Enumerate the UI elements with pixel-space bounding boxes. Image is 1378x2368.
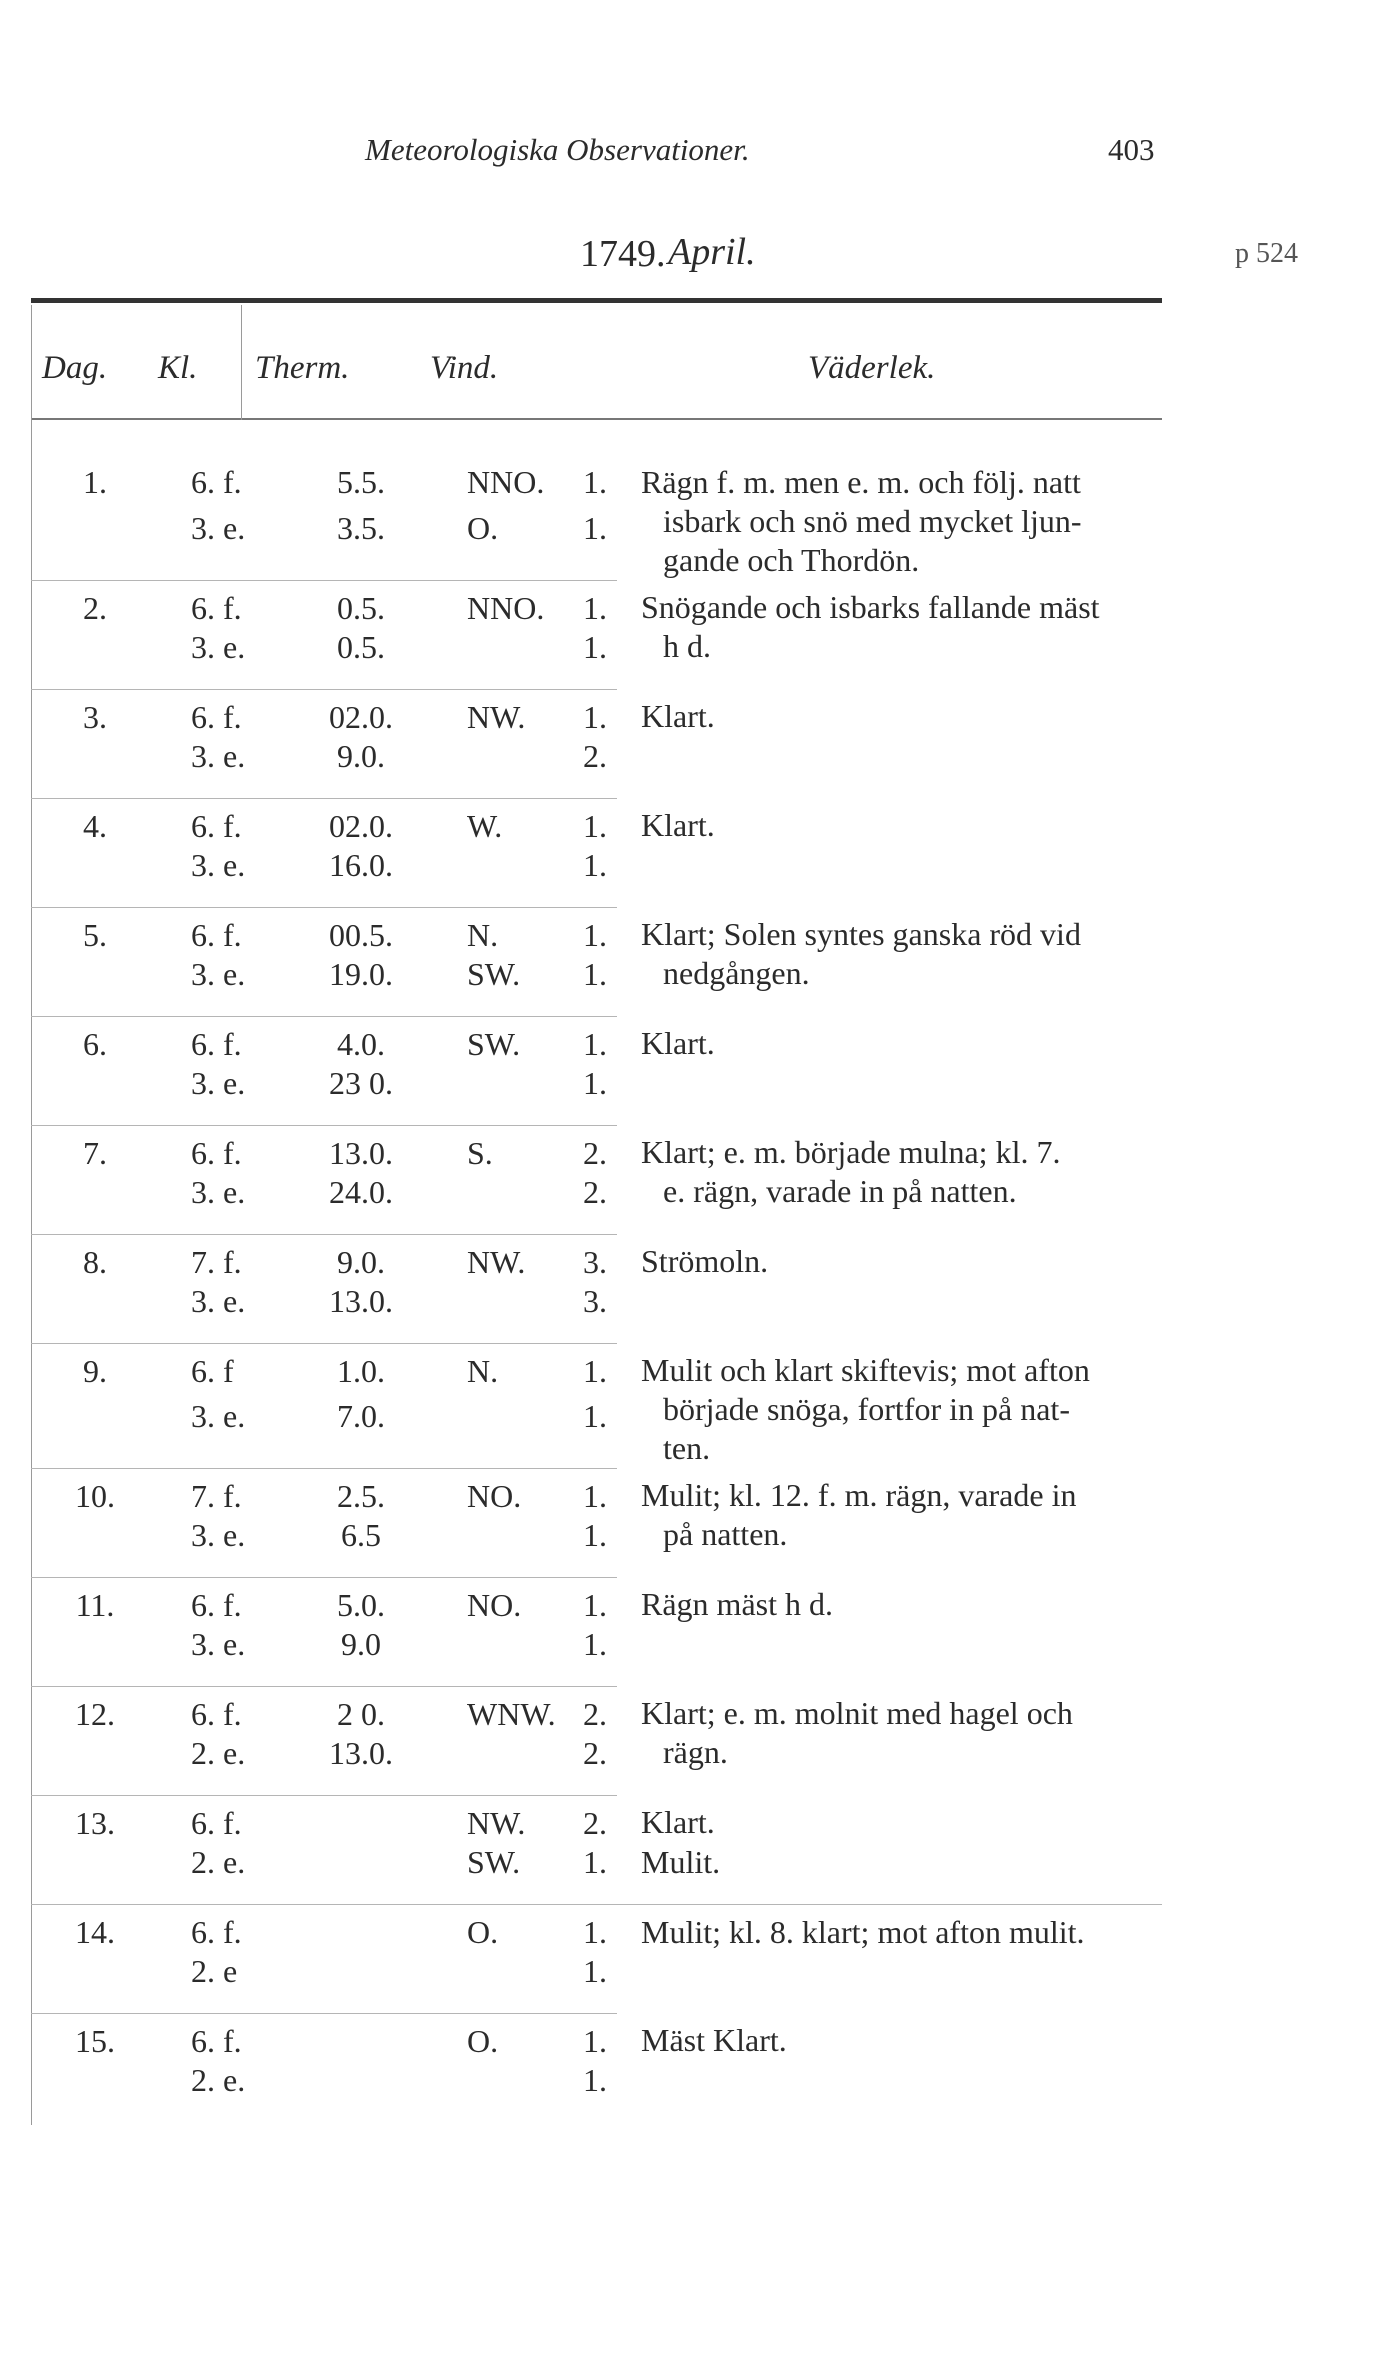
weather-description: [617, 1468, 1162, 1577]
thermometer-reading: [295, 1795, 427, 1843]
observation-time: 3. e.: [159, 1173, 295, 1235]
wind-strength: 1.: [557, 1064, 617, 1126]
weather-line: på natten.: [663, 1516, 788, 1552]
wind-direction: O.: [427, 509, 557, 580]
wind-direction: [427, 1173, 557, 1235]
observation-time: 3. e.: [159, 955, 295, 1017]
day-number: 9.: [83, 1352, 107, 1389]
thermometer-reading: 3.5.: [295, 509, 427, 580]
day-number: 15.: [75, 2022, 115, 2059]
observation-time: 6. f.: [191, 2022, 242, 2059]
wind-direction: NNO.: [467, 589, 545, 626]
observation-time: 3. e.: [159, 1282, 295, 1344]
wind-strength: 2.: [583, 1804, 607, 1841]
observation-time: 3. e.: [159, 1516, 295, 1578]
day-number-empty: [31, 737, 159, 799]
thermometer-reading: 9.0.: [295, 737, 427, 799]
weather-description: [617, 1125, 1162, 1234]
weather-line: ten.: [663, 1430, 711, 1466]
wind-strength: 1.: [583, 1913, 607, 1950]
weather-description: [617, 580, 1162, 689]
weather-line: nedgången.: [663, 955, 810, 991]
thermometer-reading: 16.0.: [295, 846, 427, 908]
observation-table: [31, 455, 1162, 2122]
wind-strength: 1.: [557, 1397, 617, 1468]
thermometer-reading: 19.0.: [295, 955, 427, 1017]
table-row: [31, 1468, 1162, 1516]
table-row: [31, 1843, 1162, 1905]
wind-strength: 3.: [557, 1282, 617, 1344]
month-heading: April.: [668, 231, 756, 273]
weather-description: [617, 1016, 1162, 1125]
table-row: [31, 1795, 1162, 1843]
observation-time: 2. e: [159, 1952, 295, 2014]
weather-line: rägn.: [663, 1734, 728, 1770]
thermometer-reading: 9.0.: [337, 1243, 385, 1280]
wind-strength: 1.: [557, 509, 617, 580]
thermometer-reading: [295, 1843, 427, 1905]
thermometer-reading: [295, 2061, 427, 2122]
table-row: [31, 1125, 1162, 1173]
weather-line: började snöga, fortfor in på nat-: [663, 1391, 1070, 1427]
wind-strength: 1.: [583, 1586, 607, 1623]
day-number-empty: [31, 1516, 159, 1578]
column-divider: [241, 305, 242, 420]
weather-line: e. rägn, varade in på natten.: [663, 1173, 1017, 1209]
weather-line: Rägn mäst h d.: [641, 1586, 833, 1622]
table-row: [31, 798, 1162, 846]
table-row: [31, 455, 1162, 509]
wind-strength: 1.: [583, 1025, 607, 1062]
observation-time: 6. f.: [191, 1586, 242, 1623]
wind-direction: O.: [467, 1913, 499, 1950]
wind-strength: 1.: [583, 1352, 607, 1389]
observation-time: 3. e.: [159, 1397, 295, 1468]
wind-strength: 1.: [583, 807, 607, 844]
day-number-empty: [31, 1064, 159, 1126]
thermometer-reading: 6.5: [295, 1516, 427, 1578]
day-number: 12.: [75, 1695, 115, 1732]
weather-line: Klart.: [641, 807, 715, 843]
observation-time: 3. e.: [159, 509, 295, 580]
column-header-wind: Vind.: [430, 350, 499, 386]
observation-time: 6. f: [191, 1352, 234, 1389]
table-row: [31, 689, 1162, 737]
wind-strength: 2.: [583, 1695, 607, 1732]
thermometer-reading: 5.0.: [337, 1586, 385, 1623]
thermometer-reading: 02.0.: [329, 698, 393, 735]
observation-time: 3. e.: [159, 1064, 295, 1126]
observation-time: 6. f.: [191, 464, 242, 500]
observation-time: 7. f.: [191, 1243, 242, 1280]
wind-strength: 2.: [557, 737, 617, 799]
day-number-empty: [31, 955, 159, 1017]
weather-line: Mulit; kl. 8. klart; mot afton mulit.: [641, 1913, 1085, 1950]
table-row: [31, 1577, 1162, 1625]
thermometer-reading: 2 0.: [337, 1695, 385, 1732]
observation-time: 6. f.: [191, 698, 242, 735]
day-number-empty: [31, 1625, 159, 1687]
wind-direction: [427, 1397, 557, 1468]
wind-direction: SW.: [427, 955, 557, 1017]
weather-line: Strömoln.: [641, 1243, 769, 1279]
thermometer-reading: 2.5.: [337, 1477, 385, 1514]
weather-line: Klart; e. m. började mulna; kl. 7.: [641, 1134, 1061, 1170]
thermometer-reading: 1.0.: [337, 1352, 385, 1389]
observation-time: 6. f.: [191, 1695, 242, 1732]
weather-description: [617, 689, 1162, 798]
wind-strength: 2.: [557, 1734, 617, 1796]
column-header-weather: Väderlek.: [808, 350, 936, 386]
column-header-therm: Therm.: [255, 350, 350, 386]
table-row: [31, 1016, 1162, 1064]
column-header-day: Dag.: [42, 350, 108, 386]
day-number: 3.: [83, 698, 107, 735]
day-number-empty: [31, 1173, 159, 1235]
day-number: 4.: [83, 807, 107, 844]
day-number-empty: [31, 509, 159, 580]
wind-direction: NW.: [467, 1243, 526, 1280]
wind-direction: N.: [467, 1352, 499, 1389]
day-number-empty: [31, 1734, 159, 1796]
weather-description: [617, 2013, 1162, 2122]
thermometer-reading: [295, 2013, 427, 2061]
wind-direction: [427, 1282, 557, 1344]
wind-strength: 2.: [557, 1173, 617, 1235]
day-number: 2.: [83, 589, 107, 626]
column-header-time: Kl.: [158, 350, 198, 386]
wind-direction: [427, 846, 557, 908]
wind-direction: [427, 1734, 557, 1796]
day-number: 10.: [75, 1477, 115, 1514]
day-number: 11.: [75, 1586, 115, 1623]
weather-line: Rägn f. m. men e. m. och följ. natt: [641, 464, 1081, 500]
table-row: [31, 1343, 1162, 1397]
day-number: 14.: [75, 1913, 115, 1950]
observation-time: 6. f.: [191, 807, 242, 844]
day-number: 1.: [83, 464, 107, 500]
wind-strength: 3.: [583, 1243, 607, 1280]
weather-line: isbark och snö med mycket ljun-: [663, 503, 1082, 539]
observation-time: 2. e.: [159, 1843, 295, 1905]
day-number-empty: [31, 1843, 159, 1905]
weather-description: [617, 1904, 1162, 2013]
top-rule: [31, 298, 1162, 303]
wind-strength: 1.: [557, 1625, 617, 1687]
day-number: 5.: [83, 916, 107, 953]
thermometer-reading: 13.0.: [295, 1734, 427, 1796]
weather-description: [617, 907, 1162, 1016]
table-row: [31, 1904, 1162, 1952]
thermometer-reading: 0.5.: [337, 589, 385, 626]
weather-description: [617, 1343, 1162, 1468]
wind-direction: O.: [467, 2022, 499, 2059]
observation-time: 6. f.: [191, 1025, 242, 1062]
day-number: 7.: [83, 1134, 107, 1171]
wind-direction: [427, 1064, 557, 1126]
weather-line: h d.: [663, 628, 711, 664]
wind-strength: 1.: [583, 698, 607, 735]
weather-line: Klart; e. m. molnit med hagel och: [641, 1695, 1073, 1731]
wind-strength: 1.: [557, 1952, 617, 2014]
page-number: 403: [1108, 132, 1155, 167]
wind-strength: 1.: [557, 1516, 617, 1578]
wind-direction: [427, 1625, 557, 1687]
day-number-empty: [31, 1397, 159, 1468]
wind-direction: SW.: [467, 1025, 521, 1062]
thermometer-reading: 9.0: [295, 1625, 427, 1687]
weather-line: Klart; Solen syntes ganska röd vid: [641, 916, 1081, 952]
weather-line: Mulit och klart skiftevis; mot afton: [641, 1352, 1090, 1388]
wind-strength: 1.: [583, 2061, 607, 2098]
thermometer-reading: [295, 1952, 427, 2014]
wind-direction: NO.: [467, 1477, 522, 1514]
day-number-empty: [31, 628, 159, 690]
day-number: 8.: [83, 1243, 107, 1280]
wind-strength: 1.: [583, 916, 607, 953]
margin-note: p 524: [1235, 238, 1298, 269]
wind-strength: 1.: [583, 589, 607, 626]
weather-line: Mäst Klart.: [641, 2022, 787, 2058]
wind-strength: 1.: [557, 628, 617, 690]
wind-direction: NW.: [467, 1804, 526, 1841]
day-number-empty: [31, 2061, 159, 2122]
wind-strength: 1.: [583, 464, 607, 500]
table-row: [31, 2013, 1162, 2061]
weather-description: [617, 455, 1162, 580]
table-row: [31, 1686, 1162, 1734]
weather-line: Klart.: [641, 698, 715, 734]
thermometer-reading: 13.0.: [329, 1134, 393, 1171]
wind-direction: NO.: [467, 1586, 522, 1623]
wind-direction: [427, 628, 557, 690]
thermometer-reading: 24.0.: [295, 1173, 427, 1235]
day-number-empty: [31, 1282, 159, 1344]
wind-strength: 1.: [583, 2022, 607, 2059]
observation-time: 2. e.: [159, 1734, 295, 1796]
thermometer-reading: 5.5.: [337, 464, 385, 500]
weather-line: Klart.: [641, 1025, 715, 1061]
header-rule: [31, 418, 1162, 420]
observation-time: 6. f.: [191, 589, 242, 626]
running-title: Meteorologiska Observationer.: [365, 132, 750, 167]
observation-time: 3. e.: [159, 628, 295, 690]
thermometer-reading: 13.0.: [295, 1282, 427, 1344]
wind-direction: NNO.: [467, 464, 545, 500]
wind-direction: W.: [467, 807, 503, 844]
day-number: 6.: [83, 1025, 107, 1062]
wind-strength: 1.: [557, 1843, 617, 1905]
observation-time: 6. f.: [191, 1913, 242, 1950]
wind-direction: [427, 2061, 557, 2122]
observation-time: 3. e.: [159, 846, 295, 908]
wind-direction: [427, 1952, 557, 2014]
observation-time: 3. e.: [159, 737, 295, 799]
thermometer-reading: 00.5.: [329, 916, 393, 953]
weather-note: Mulit.: [617, 1843, 1162, 1905]
day-number-empty: [31, 846, 159, 908]
observation-time: 2. e.: [191, 2061, 246, 2098]
thermometer-reading: 7.0.: [295, 1397, 427, 1468]
day-number-empty: [31, 1952, 159, 2014]
thermometer-reading: 0.5.: [295, 628, 427, 690]
thermometer-reading: [295, 1904, 427, 1952]
year-heading: 1749.: [580, 233, 666, 275]
weather-description: [617, 1686, 1162, 1795]
wind-direction: WNW.: [467, 1695, 556, 1732]
wind-direction: SW.: [427, 1843, 557, 1905]
wind-strength: 1.: [557, 955, 617, 1017]
weather-line: gande och Thordön.: [663, 542, 920, 578]
weather-line: Mulit; kl. 12. f. m. rägn, varade in: [641, 1477, 1077, 1513]
table-row: [31, 907, 1162, 955]
observation-time: 6. f.: [191, 1804, 242, 1841]
wind-strength: 2.: [583, 1134, 607, 1171]
observation-time: 6. f.: [191, 916, 242, 953]
wind-strength: 1.: [557, 846, 617, 908]
wind-strength: 1.: [583, 1477, 607, 1514]
observation-time: 6. f.: [191, 1134, 242, 1171]
weather-line: Snögande och isbarks fallande mäst: [641, 589, 1100, 625]
weather-note: Klart.: [641, 1804, 715, 1840]
thermometer-reading: 02.0.: [329, 807, 393, 844]
observation-time: 7. f.: [191, 1477, 242, 1514]
thermometer-reading: 23 0.: [295, 1064, 427, 1126]
wind-direction: N.: [467, 916, 499, 953]
observation-time: 3. e.: [159, 1625, 295, 1687]
wind-direction: [427, 1516, 557, 1578]
weather-description: [617, 798, 1162, 907]
thermometer-reading: 4.0.: [337, 1025, 385, 1062]
day-number: 13.: [75, 1804, 115, 1841]
wind-direction: [427, 737, 557, 799]
table-row: [31, 580, 1162, 628]
wind-direction: S.: [467, 1134, 493, 1171]
weather-description: [617, 1577, 1162, 1686]
weather-description: [617, 1234, 1162, 1343]
wind-direction: NW.: [467, 698, 526, 735]
table-row: [31, 1234, 1162, 1282]
